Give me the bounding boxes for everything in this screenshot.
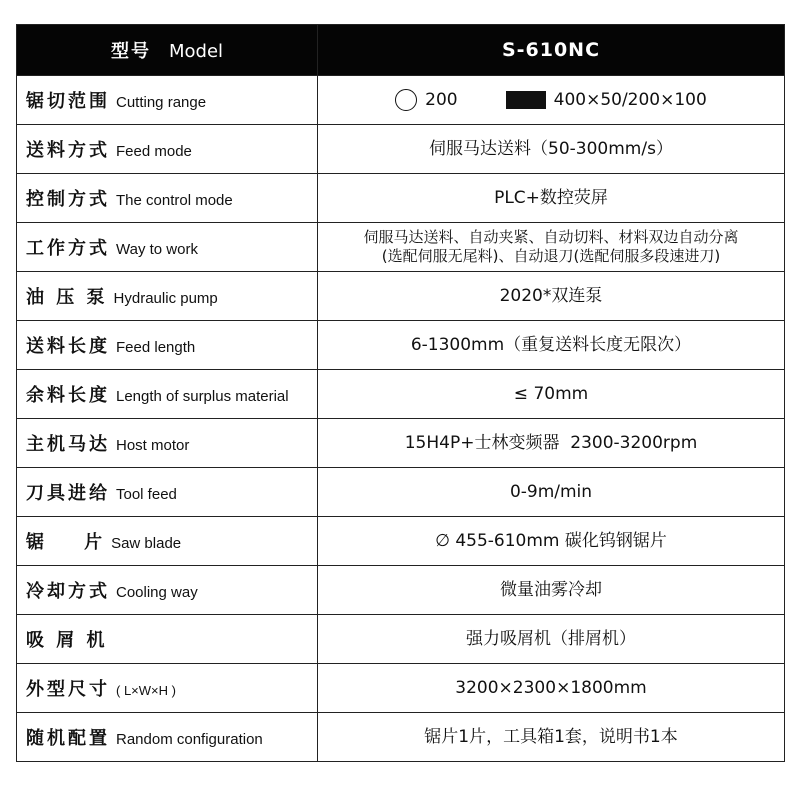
row-value: ≤ 70mm: [318, 370, 785, 419]
row-value: ∅ 455-610mm 碳化钨钢锯片: [318, 517, 785, 566]
round-size: 200: [425, 89, 458, 110]
model-label-cn: 型号: [110, 41, 151, 62]
row-label: [17, 321, 318, 370]
label-cn: 锯 片: [26, 532, 106, 553]
spec-row-hydraulic-pump: [17, 272, 785, 321]
label-cn: 工作方式: [26, 238, 110, 259]
label-cn: 送料长度: [26, 336, 110, 357]
label-en: ( L×W×H ): [116, 683, 176, 698]
spec-row-way-to-work: [17, 223, 785, 272]
label-en: Length of surplus material: [116, 388, 289, 405]
row-label: [17, 370, 318, 419]
label-cn: 外型尺寸: [26, 679, 110, 700]
label-en: The control mode: [116, 192, 233, 209]
model-value: S-610NC: [318, 25, 785, 76]
label-en: Feed length: [116, 339, 196, 356]
spec-row-feed-mode: [17, 125, 785, 174]
row-label: [17, 517, 318, 566]
row-label: [17, 468, 318, 517]
label-cn: 吸 屑 机: [26, 630, 108, 651]
spec-row-host-motor: [17, 419, 785, 468]
value-line-1: 伺服马达送料、自动夹紧、自动切料、材料双边自动分离: [363, 228, 739, 246]
spec-row-surplus-length: [17, 370, 785, 419]
label-cn: 锯切范围: [26, 91, 110, 112]
model-label-en: Model: [168, 41, 224, 62]
spec-row-saw-blade: [17, 517, 785, 566]
row-value: 6-1300mm（重复送料长度无限次）: [318, 321, 785, 370]
row-value: [318, 76, 785, 125]
label-cn: 送料方式: [26, 140, 110, 161]
spec-row-tool-feed: [17, 468, 785, 517]
row-label: [17, 125, 318, 174]
rect-size: 400×50/200×100: [553, 89, 707, 110]
row-value: 0-9m/min: [318, 468, 785, 517]
row-label: [17, 223, 318, 272]
round-stock-icon: [395, 89, 417, 111]
row-label: [17, 272, 318, 321]
label-cn: 控制方式: [26, 189, 110, 210]
label-en: Hydraulic pump: [113, 290, 218, 307]
row-value: 15H4P+士林变频器 2300-3200rpm: [318, 419, 785, 468]
label-cn: 刀具进给: [26, 483, 110, 504]
model-label-cell: [17, 25, 318, 76]
spec-row-feed-length: [17, 321, 785, 370]
row-value: 伺服马达送料（50-300mm/s）: [318, 125, 785, 174]
label-en: Cooling way: [116, 584, 198, 601]
row-value: 2020*双连泵: [318, 272, 785, 321]
label-en: Random configuration: [116, 731, 263, 748]
label-cn: 油 压 泵: [26, 287, 108, 308]
spec-row-dimensions: [17, 664, 785, 713]
row-label: [17, 76, 318, 125]
label-cn: 主机马达: [26, 434, 110, 455]
spec-row-cooling-way: [17, 566, 785, 615]
row-label: [17, 713, 318, 762]
label-en: Feed mode: [116, 143, 192, 160]
row-label: [17, 419, 318, 468]
label-en: Tool feed: [116, 486, 177, 503]
row-label: [17, 615, 318, 664]
label-en: Host motor: [116, 437, 190, 454]
row-value: 强力吸屑机（排屑机）: [318, 615, 785, 664]
row-label: [17, 664, 318, 713]
rectangular-stock-icon: [506, 91, 546, 109]
row-label: [17, 566, 318, 615]
row-value: 3200×2300×1800mm: [318, 664, 785, 713]
spec-row-control-mode: [17, 174, 785, 223]
row-value: [318, 223, 785, 272]
spec-table: [16, 24, 785, 762]
spec-row-cutting-range: [17, 76, 785, 125]
label-cn: 随机配置: [26, 728, 110, 749]
row-label: [17, 174, 318, 223]
label-en: Way to work: [116, 241, 198, 258]
spec-row-chip-conveyor: [17, 615, 785, 664]
label-en: Cutting range: [116, 94, 207, 111]
value-line-2: (选配伺服无尾料)、自动退刀(选配伺服多段速进刀): [381, 247, 721, 265]
header-row: [17, 25, 785, 76]
label-cn: 余料长度: [26, 385, 110, 406]
label-en: Saw blade: [111, 535, 182, 552]
row-value: 微量油雾冷却: [318, 566, 785, 615]
spec-row-random-configuration: [17, 713, 785, 762]
row-value: 锯片1片，工具箱1套，说明书1本: [318, 713, 785, 762]
row-value: PLC+数控荧屏: [318, 174, 785, 223]
label-cn: 冷却方式: [26, 581, 110, 602]
